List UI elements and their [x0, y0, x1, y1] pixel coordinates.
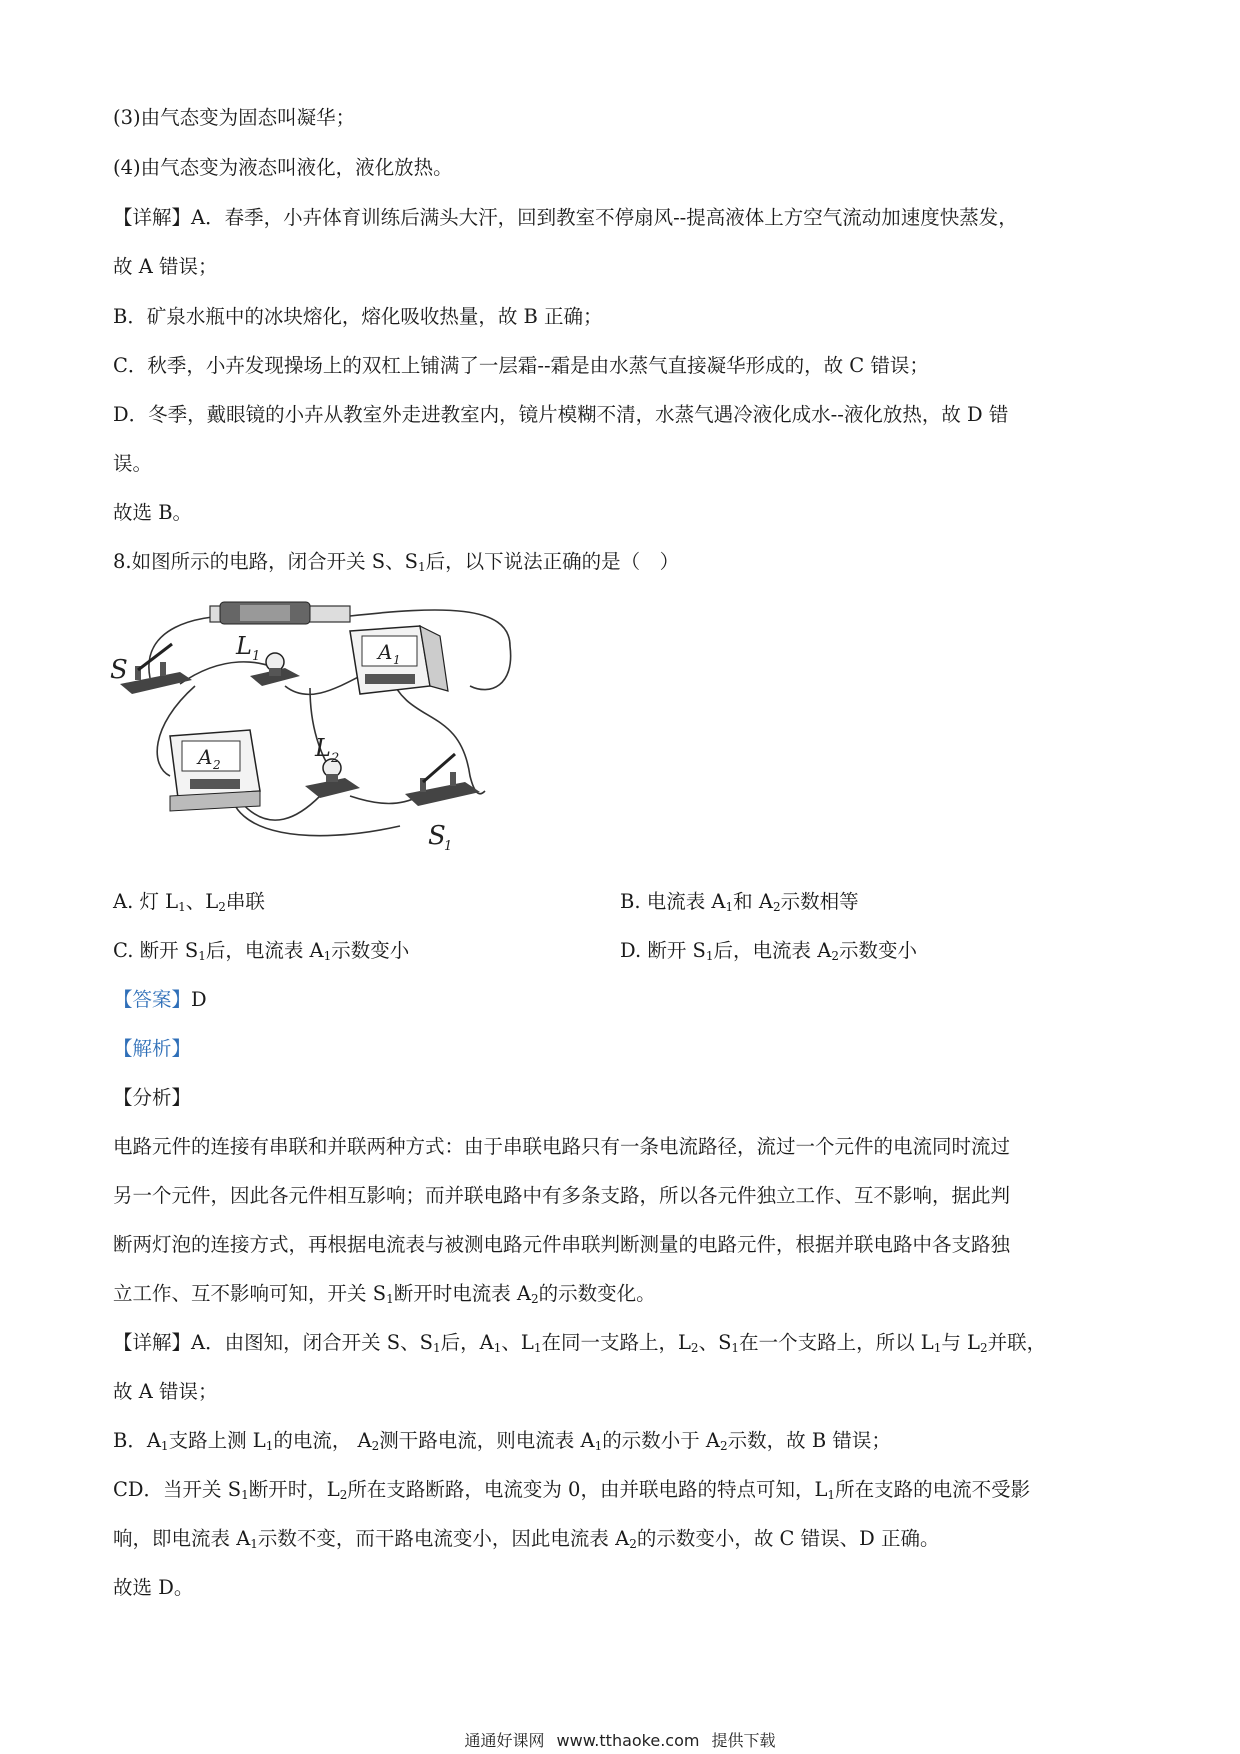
text-line: B．$A_1$支路上测 $L_1$的电流， $A_2$测干路电流，则电流表 $A_1$的示数小于 $A_2$示数，故 B 错误；: [113, 1429, 891, 1453]
text-line: 故选 B。: [113, 501, 193, 524]
text-line: 断两灯泡的连接方式，再根据电流表与被测电路元件串联判断测量的电路元件，根据并联电路中各支路独: [113, 1233, 1011, 1256]
label-a1: A: [378, 640, 393, 664]
text-line: 故 A 错误；: [113, 1380, 218, 1403]
text-line: 响，即电流表 $A_1$示数不变，而干路电流变小，因此电流表 $A_2$的示数变小，故 C 错误、D 正确。: [113, 1527, 940, 1551]
battery: [210, 602, 350, 624]
label-l2: L: [315, 734, 331, 762]
circuit-figure: [110, 596, 550, 851]
analysis-label: 【解析】: [113, 1037, 192, 1060]
label-l1: L: [236, 632, 252, 660]
text-line: 故选 D。: [113, 1576, 194, 1599]
text-line: B．矿泉水瓶中的冰块熔化，熔化吸收热量，故 B 正确；: [113, 305, 603, 328]
label-a1-sub: 1: [393, 653, 401, 667]
text-line: D．冬季，戴眼镜的小卉从教室外走进教室内，镜片模糊不清，水蒸气遇冷液化成水--液化放热，故 D 错: [113, 403, 1009, 426]
option-d: D. 断开 $S_1$后，电流表 $A_2$示数变小: [620, 939, 917, 963]
option-b: B. 电流表 $A_1$和 $A_2$示数相等: [620, 890, 859, 914]
footer-url[interactable]: www.tthaoke.com: [556, 1731, 700, 1750]
text-line: 误。: [113, 452, 153, 475]
text-line: 【详解】A．春季，小卉体育训练后满头大汗，回到教室不停扇风--提高液体上方空气流动加速度快蒸发，: [113, 206, 1018, 229]
label-a2: A: [198, 745, 213, 769]
label-s1: S: [428, 821, 446, 851]
wire: [390, 676, 485, 794]
text-line: CD．当开关 $S_1$断开时，$L_2$所在支路断路，电流变为 0，由并联电路的特点可知，$L_1$所在支路的电流不受影: [113, 1478, 1031, 1502]
label-l1-sub: 1: [252, 649, 261, 664]
label-a2-sub: 2: [213, 758, 221, 772]
text-line: 【详解】A．由图知，闭合开关 S、$S_1$后，$A_1$、$L_1$在同一支路上，$L_2$、$S_1$在一个支路上，所以 $L_1$与 $L_2$并联，: [113, 1331, 1047, 1355]
option-a: A. 灯 $L_1$、$L_2$串联: [113, 890, 265, 914]
switch-s: [120, 644, 192, 694]
text-line: 电路元件的连接有串联和并联两种方式：由于串联电路只有一条电流路径，流过一个元件的电流同时流过: [113, 1135, 1011, 1158]
text-line: 故 A 错误；: [113, 255, 218, 278]
text-line: (4)由气态变为液态叫液化，液化放热。: [113, 156, 453, 179]
question-8-stem: 8.如图所示的电路，闭合开关 S、$S_1$后，以下说法正确的是（ ）: [113, 550, 680, 574]
page-footer: [0, 1728, 1240, 1751]
footer-note: 提供下载: [711, 1731, 776, 1750]
fenxi-label: 【分析】: [113, 1086, 192, 1109]
label-s: S: [110, 655, 128, 685]
text-line: C．秋季，小卉发现操场上的双杠上铺满了一层霜--霜是由水蒸气直接凝华形成的，故 C 错误；: [113, 354, 929, 377]
text-line: (3)由气态变为固态叫凝华；: [113, 106, 356, 129]
option-c: C. 断开 $S_1$后，电流表 $A_1$示数变小: [113, 939, 410, 963]
footer-site: 通通好课网: [464, 1731, 545, 1750]
label-s1-sub: 1: [444, 839, 453, 851]
switch-s1: [405, 754, 480, 806]
label-l2-sub: 2: [331, 751, 340, 766]
text-line: 立工作、互不影响可知，开关 $S_1$断开时电流表 $A_2$的示数变化。: [113, 1282, 656, 1306]
text-line: 另一个元件，因此各元件相互影响；而并联电路中有多条支路，所以各元件独立工作、互不影响，据此判: [113, 1184, 1011, 1207]
answer-line: 【答案】D: [113, 988, 207, 1011]
